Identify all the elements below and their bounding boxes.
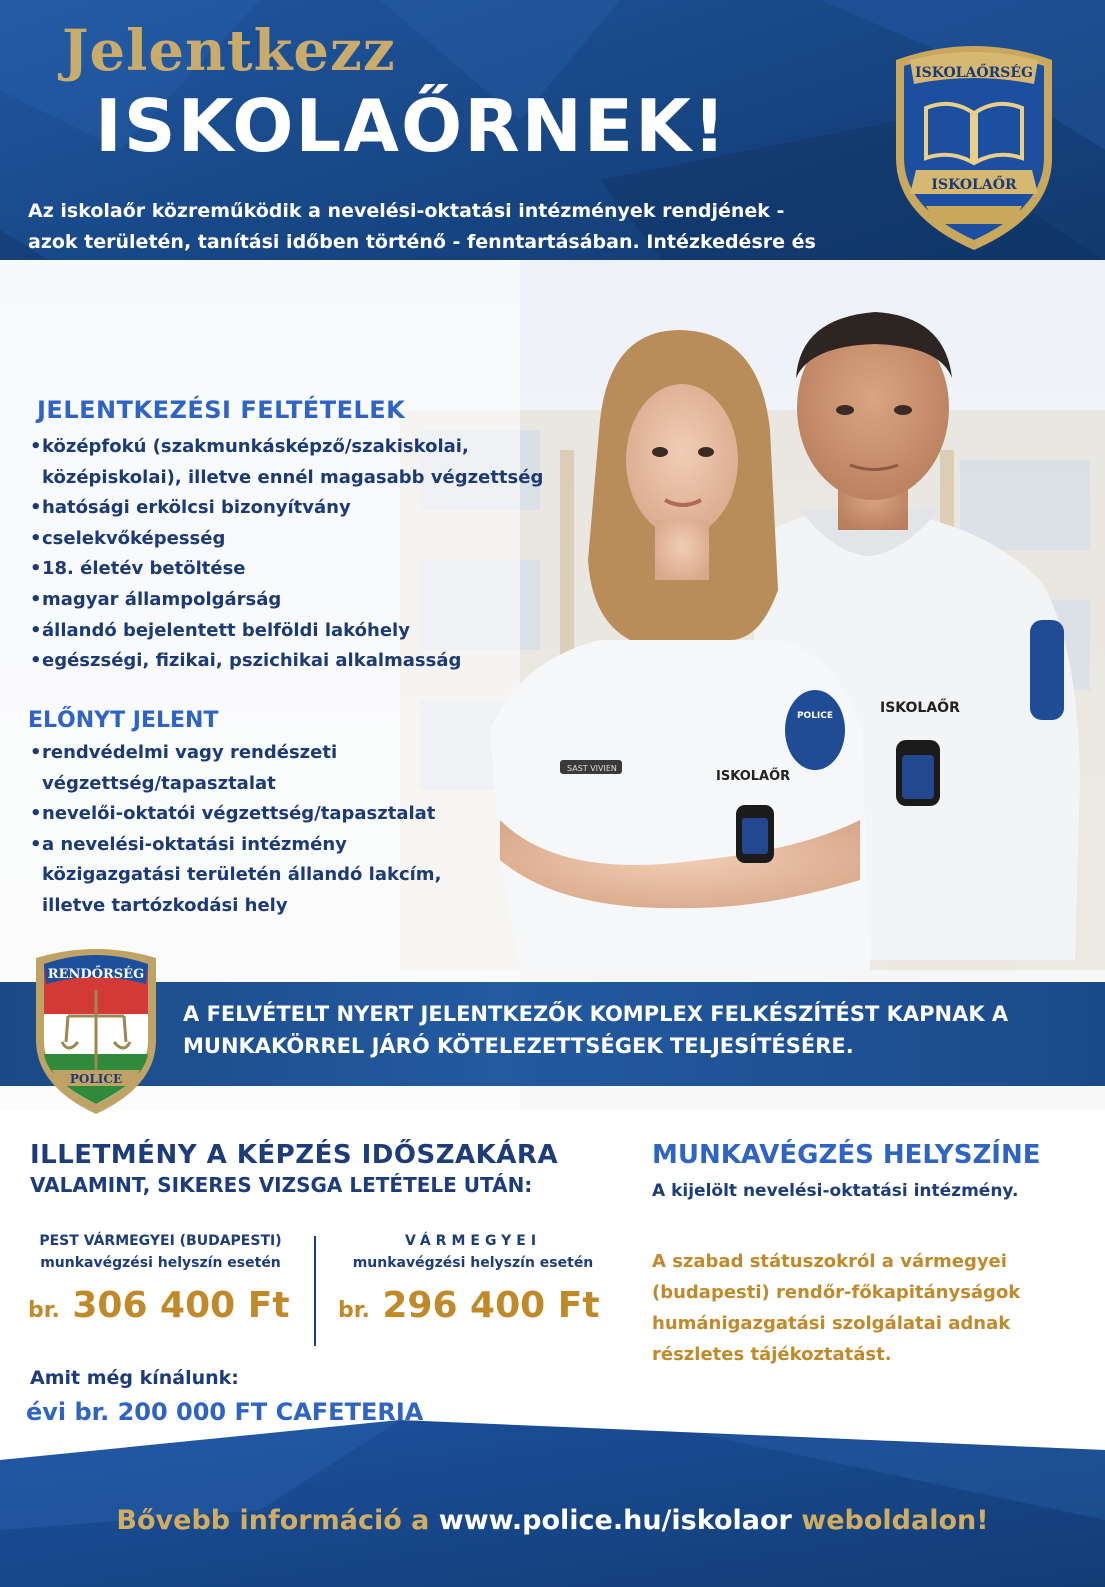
- list-item: • nevelői-oktatói végzettség/tapasztalat: [30, 799, 480, 830]
- footer-text: [0, 1505, 1105, 1536]
- list-item: • középfokú (szakmunkásképző/szakiskolai, középiskolai), illetve ennél magasabb végzettség: [30, 432, 570, 493]
- footer-suffix: weboldalon!: [801, 1505, 989, 1536]
- salary-prefix: br.: [338, 1298, 370, 1323]
- name-tag: SAST VIVIEN: [567, 764, 617, 773]
- intro-main: Az iskolaőr közreműködik a nevelési-oktatási intézmények rendjének - azok területén, tanítási időben történő - fenntartásában. Intézkedésre és: [28, 200, 816, 253]
- salary-prefix: br.: [28, 1298, 60, 1323]
- salary-pest-title: PEST VÁRMEGYEI (BUDAPESTI): [39, 1233, 282, 1249]
- column-divider: [314, 1236, 316, 1346]
- iskolaorseg-badge: [886, 38, 1062, 256]
- list-item: • magyar állampolgárság: [30, 585, 570, 616]
- police-badge: [28, 944, 164, 1116]
- shirt-label-female: ISKOLAŐR: [716, 769, 791, 784]
- badge-top-text: ISKOLAŐRSÉG: [915, 65, 1033, 81]
- footer: [0, 1420, 1105, 1587]
- police-badge-top: RENDŐRSÉG: [47, 967, 145, 982]
- location-text: A kijelölt nevelési-oktatási intézmény.: [652, 1181, 1019, 1201]
- offer-value: évi br. 200 000 FT CAFETERIA: [26, 1398, 424, 1426]
- salary-county: [338, 1233, 608, 1326]
- salary-heading-line-1: ILLETMÉNY A KÉPZÉS IDŐSZAKÁRA: [30, 1140, 559, 1170]
- badge-bottom-text: ISKOLAŐR: [931, 177, 1017, 193]
- police-badge-bottom: POLICE: [69, 1072, 123, 1086]
- offer-label: Amit még kínálunk:: [30, 1367, 239, 1389]
- title-line-2: ISKOLAŐRNEK!: [95, 84, 728, 168]
- shirt-label-male: ISKOLAŐR: [880, 700, 960, 716]
- banner-line-2: MUNKAKÖRREL JÁRÓ KÖTELEZETTSÉGEK TELJESÍTÉSÉRE.: [183, 1034, 854, 1058]
- list-item: • 18. életév betöltése: [30, 554, 570, 585]
- list-item: • egészségi, fizikai, pszichikai alkalmasság: [30, 646, 570, 677]
- salary-heading: [30, 1140, 558, 1197]
- vacancy-note: A szabad státuszokról a vármegyei (budapesti) rendőr-főkapitányságok humánigazgatási szolgálatai adnak részletes tájékoztatást.: [652, 1251, 1021, 1365]
- requirements-heading: JELENTKEZÉSI FELTÉTELEK: [37, 396, 406, 424]
- banner-text: [183, 998, 1083, 1062]
- salary-pest-value: 306 400 Ft: [72, 1285, 290, 1326]
- banner-line-1: A FELVÉTELT NYERT JELENTKEZŐK KOMPLEX FELKÉSZÍTÉST KAPNAK A: [183, 1002, 1009, 1026]
- list-item: • a nevelési-oktatási intézmény közigazgatási területén állandó lakcím, illetve tartózkodási hely: [30, 830, 480, 922]
- requirements-list: [30, 432, 570, 677]
- salary-county-value: 296 400 Ft: [382, 1285, 600, 1326]
- police-patch: POLICE: [796, 711, 834, 721]
- title-line-1: Jelentkezz: [62, 18, 396, 84]
- list-item: • rendvédelmi vagy rendészeti végzettség/tapasztalat: [30, 738, 480, 799]
- list-item: • hatósági erkölcsi bizonyítvány: [30, 493, 570, 524]
- footer-background: [0, 1420, 1105, 1587]
- salary-pest-subtitle: munkavégzési helyszín esetén: [40, 1255, 281, 1271]
- salary-county-subtitle: munkavégzési helyszín esetén: [352, 1255, 594, 1271]
- advantages-heading: ELŐNYT JELENT: [28, 708, 219, 733]
- salary-pest-amount: [28, 1285, 293, 1326]
- advantages-list: [30, 738, 480, 922]
- list-item: • cselekvőképesség: [30, 524, 570, 555]
- salary-heading-line-2: VALAMINT, SIKERES VIZSGA LETÉTELE UTÁN:: [30, 1173, 533, 1197]
- list-item: • állandó bejelentett belföldi lakóhely: [30, 616, 570, 647]
- location-heading: MUNKAVÉGZÉS HELYSZÍNE: [652, 1140, 1041, 1170]
- salary-county-amount: [338, 1285, 608, 1326]
- salary-county-title: VÁRMEGYEI: [404, 1233, 542, 1249]
- salary-pest: [28, 1233, 293, 1326]
- footer-prefix: Bővebb információ a: [116, 1505, 430, 1536]
- website-link[interactable]: www.police.hu/iskolaor: [438, 1505, 792, 1536]
